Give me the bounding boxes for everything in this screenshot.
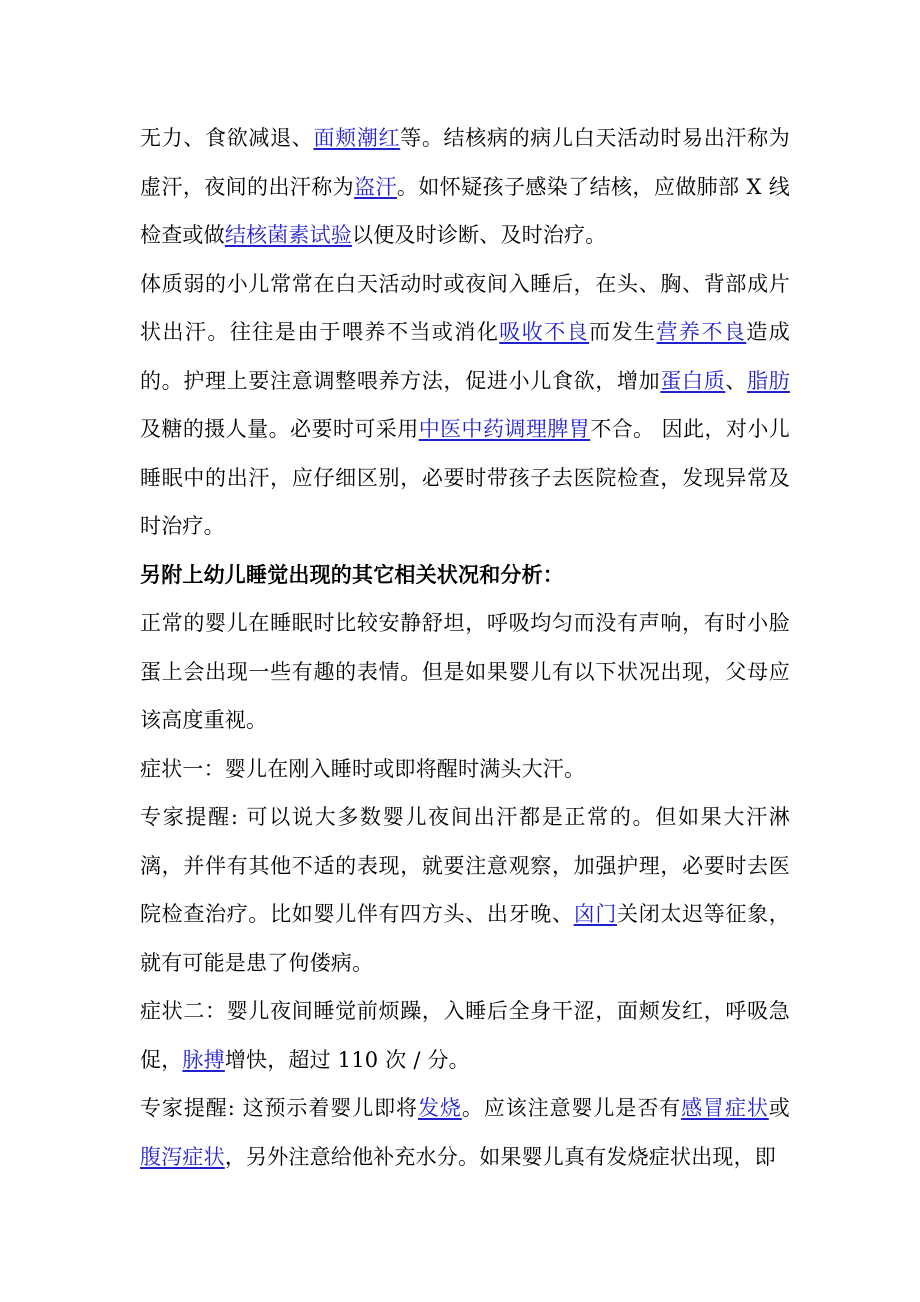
text-segment: 、 (725, 368, 748, 393)
text-segment: 。应该注意婴儿是否有 (461, 1096, 682, 1120)
text-segment: 另附上幼儿睡觉出现的其它相关状况和分析： (140, 561, 564, 587)
keyword-link[interactable]: 中医中药调理脾胃 (418, 417, 591, 441)
keyword-link[interactable]: 腹泻症状 (140, 1144, 225, 1169)
text-segment: 专家提醒: 这预示着婴儿即将 (140, 1096, 418, 1120)
text-segment: 。如怀疑孩子感染了结核，应做肺部 X 线检查或做 (140, 174, 790, 247)
keyword-link[interactable]: 发烧 (417, 1096, 462, 1120)
keyword-link[interactable]: 盗汗 (354, 174, 397, 199)
document-page (140, 114, 790, 1181)
section-heading (140, 551, 790, 600)
text-segment: 体质弱的小儿常常在白天活动时或夜间入睡后，在头、胸、背部成片状出汗。往往是由于喂养不当或消化 (140, 271, 790, 344)
keyword-link[interactable]: 吸收不良 (499, 320, 590, 344)
paragraph (140, 260, 790, 551)
expert-tip-paragraph (140, 793, 790, 987)
text-segment: 不合。 因此，对小儿睡眠中的出汗，应仔细区别，必要时带孩子去医院检查，发现异常及时治疗。 (140, 417, 790, 538)
text-segment: 以便及时诊断、及时治疗。 (352, 223, 607, 247)
keyword-link[interactable]: 囟门 (573, 902, 618, 926)
text-segment: 无力、食欲减退、 (140, 126, 314, 150)
text-segment: 造成的。护理上要注意调整喂养方法，促进小儿食欲，增加 (140, 320, 790, 393)
text-segment: 正常的婴儿在睡眠时比较安静舒坦，呼吸均匀而没有声响，有时小脸蛋上会出现一些有趣的表情。但是如果婴儿有以下状况出现，父母应该高度重视。 (140, 611, 790, 732)
text-segment: 等。结核病的病儿白天活动时易出汗称为虚汗，夜间的出汗称为 (140, 126, 790, 199)
keyword-link[interactable]: 营养不良 (656, 320, 747, 344)
expert-tip-paragraph (140, 1084, 790, 1181)
keyword-link[interactable]: 蛋白质 (660, 368, 726, 393)
text-segment: 或 (768, 1096, 790, 1120)
text-segment: 专家提醒: 可以说大多数婴儿夜间出汗都是正常的。但如果大汗淋漓，并伴有其他不适的表现，就要注意观察，加强护理，必要时去医院检查治疗。比如婴儿伴有四方头、出牙晚、 (140, 805, 790, 926)
text-segment: 症状二：婴儿夜间睡觉前烦躁，入睡后全身干涩，面颊发红，呼吸急促， (140, 999, 790, 1072)
text-segment: ，另外注意给他补充水分。如果婴儿真有发烧症状出现，即 (224, 1144, 777, 1169)
keyword-link[interactable]: 结核菌素试验 (224, 223, 353, 247)
keyword-link[interactable]: 感冒症状 (681, 1096, 769, 1120)
text-segment: 及糖的摄人量。必要时可采用 (140, 417, 419, 441)
text-segment: 增快，超过 110 次 / 分。 (224, 1047, 470, 1072)
symptom-line (140, 745, 790, 794)
text-segment: 关闭太迟等征象，就有可能是患了佝偻病。 (140, 902, 791, 975)
keyword-link[interactable]: 脉搏 (182, 1047, 225, 1072)
paragraph (140, 114, 790, 260)
text-segment: 而发生 (589, 320, 657, 344)
paragraph (140, 599, 790, 745)
keyword-link[interactable]: 脂肪 (747, 368, 790, 393)
text-segment: 症状一：婴儿在刚入睡时或即将醒时满头大汗。 (140, 756, 586, 781)
symptom-paragraph (140, 987, 790, 1084)
keyword-link[interactable]: 面颊潮红 (313, 126, 401, 150)
